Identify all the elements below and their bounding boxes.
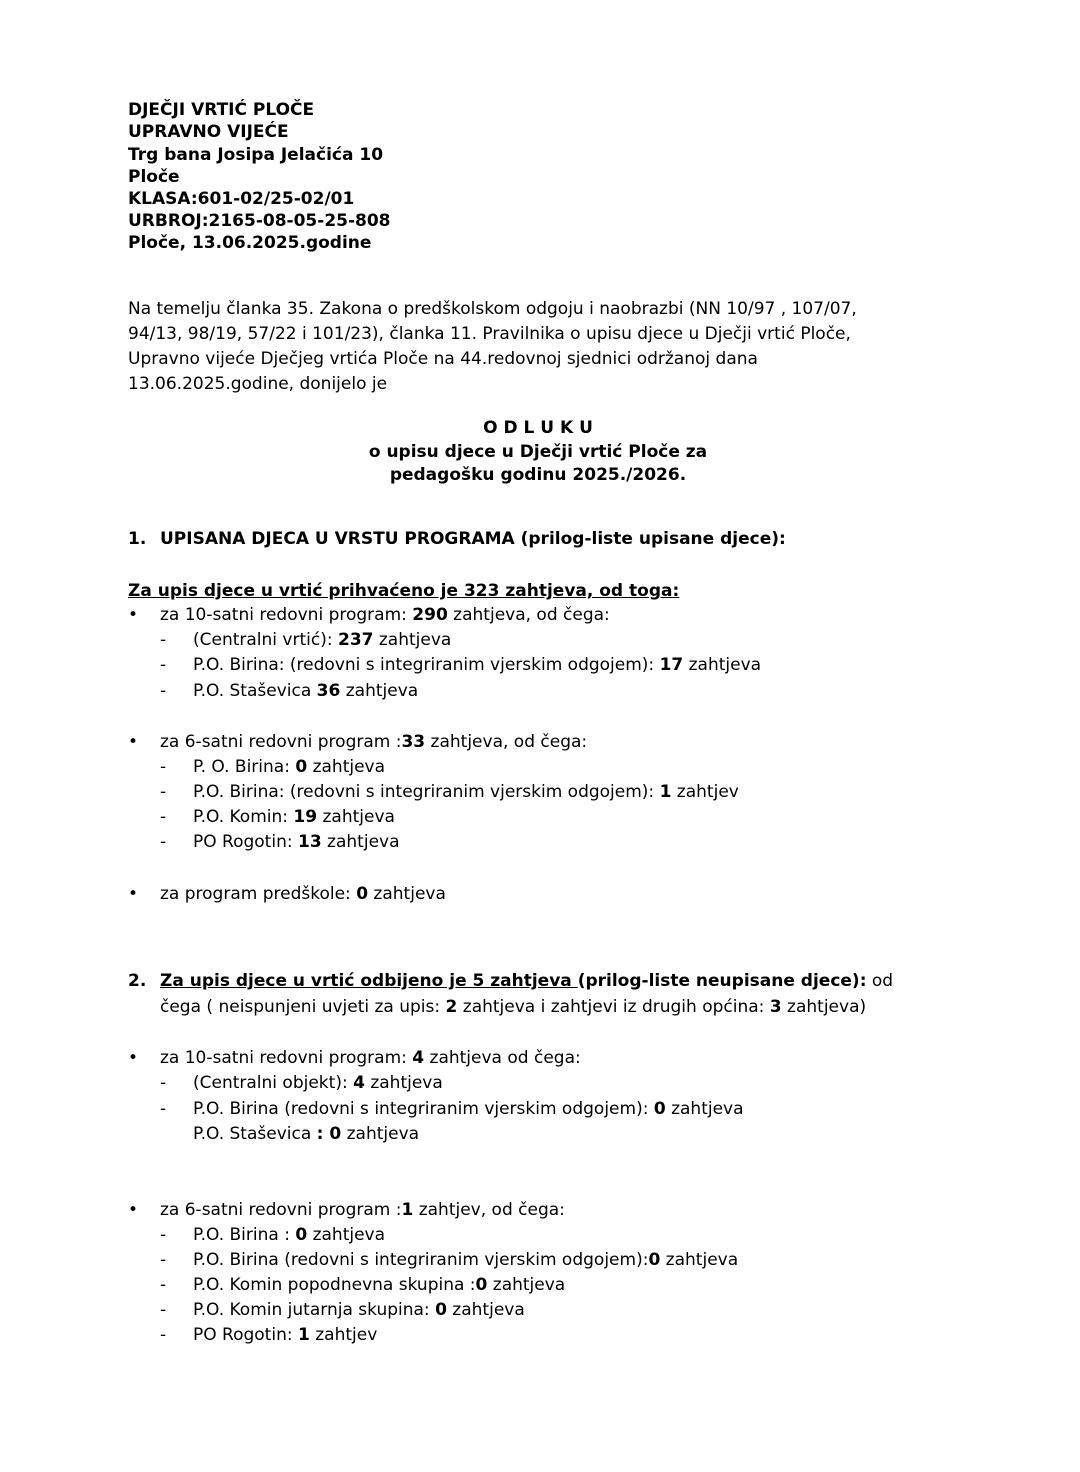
accepted-summary: Za upis djece u vrtić prihvaćeno je 323 zahtjeva, od toga: bbox=[128, 581, 680, 601]
decision-subtitle: o upisu djece u Dječji vrtić Ploče za bbox=[368, 442, 708, 462]
section-number: 1. bbox=[128, 529, 147, 549]
dash-icon: - bbox=[160, 1300, 167, 1320]
bullet-icon: • bbox=[128, 605, 139, 625]
dash-icon: - bbox=[160, 832, 167, 852]
dash-icon: - bbox=[160, 1073, 167, 1093]
address: Trg bana Josipa Jelačića 10 bbox=[128, 145, 384, 165]
dash-icon: - bbox=[160, 1250, 167, 1270]
intro-line: Na temelju članka 35. Zakona o predškolskom odgoju i naobrazbi (NN 10/97 , 107/07, bbox=[128, 299, 857, 319]
body-name: UPRAVNO VIJEĆE bbox=[128, 122, 289, 142]
bullet-icon: • bbox=[128, 1200, 139, 1220]
dash-icon: - bbox=[160, 1275, 167, 1295]
bullet-icon: • bbox=[128, 732, 139, 752]
dash-icon: - bbox=[160, 655, 167, 675]
dash-icon: - bbox=[160, 757, 167, 777]
document-page: DJEČJI VRTIĆ PLOČE UPRAVNO VIJEĆE Trg bana Josipa Jelačića 10 Ploče KLASA:601-02/25-02/01 URBROJ:2165-08-05-25-808 Ploče, 13.06.2025.godine Na temelju članka 35. Zakona o predškolskom odgoju i naobrazbi (NN 10/97 , 107/07, 94/13, 98/19, 57/22 i 101/23), članka 11. Pravilnika o upisu djece u Dječji vrtić Ploče, Upravno vijeće Dječjeg vrtića Ploče na 44.redovnoj sjednici održanoj dana 13.06.2025.godine, donijelo je O D L U K U o upisu djece u Dječji vrtić Ploče za pedagošku godinu 2025./2026. 1. UPISANA DJECA U VRSTU PROGRAMA (prilog-liste upisane djece): Za upis djece u vrtić prihvaćeno je 323 zahtjeva, od toga: • za 10-satni redovni program: 290 zahtjeva, od čega: - (Centralni vrtić): 237 zahtjeva - P.O. Birina: (redovni s integriranim vjerskim odgojem): 17 zahtjeva - P.O. Staševica 36 zahtjeva • za 6-satni redovni program :33 zahtjeva, od čega: - P. O. Birina: 0 zahtjeva - P.O. Birina: (redovni s integriranim vjerskim odgojem): 1 zahtjev - P.O. Komin: 19 zahtjeva - PO Rogotin: 13 zahtjeva • za program predškole: 0 zahtjeva 2. Za upis djece u vrtić odbijeno je 5 zahtjeva (prilog-liste neupisane djece): od čega ( neispunjeni uvjeti za upis: 2 zahtjeva i zahtjevi iz drugih općina: 3 zahtjeva) • za 10-satni redovni program: 4 zahtjeva od čega: - (Centralni objekt): 4 zahtjeva - P.O. Birina (redovni s integriranim vjerskim odgojem): 0 zahtjeva P.O. Staševica : 0 zahtjeva • za 6-satni redovni program :1 zahtjev, od čega: - P.O. Birina : 0 zahtjeva - P.O. Birina (redovni s integriranim vjerskim odgojem):0 zahtjeva - P.O. Komin popodnevna skupina :0 zahtjeva - P.O. Komin jutarnja skupina: 0 zahtjeva - PO Rogotin: 1 zahtjev bbox=[0, 0, 1080, 1472]
decision-title: O D L U K U bbox=[483, 418, 593, 438]
intro-line: 13.06.2025.godine, donijelo je bbox=[128, 374, 388, 394]
klasa: KLASA:601-02/25-02/01 bbox=[128, 189, 355, 209]
dash-icon: - bbox=[160, 630, 167, 650]
bullet-icon: • bbox=[128, 884, 139, 904]
institution-name: DJEČJI VRTIĆ PLOČE bbox=[128, 100, 315, 120]
intro-line: 94/13, 98/19, 57/22 i 101/23), članka 11. Pravilnika o upisu djece u Dječji vrtić Ploče, bbox=[128, 324, 851, 344]
place-date: Ploče, 13.06.2025.godine bbox=[128, 233, 372, 253]
dash-icon: - bbox=[160, 1099, 167, 1119]
section-heading-text: UPISANA DJECA U VRSTU PROGRAMA (prilog-liste upisane djece): bbox=[160, 529, 786, 549]
dash-icon: - bbox=[160, 1325, 167, 1345]
sub-list-item: P.O. Staševica : 0 zahtjeva bbox=[193, 1124, 420, 1144]
dash-icon: - bbox=[160, 1225, 167, 1245]
bullet-icon: • bbox=[128, 1048, 139, 1068]
decision-subtitle: pedagošku godinu 2025./2026. bbox=[389, 465, 687, 485]
dash-icon: - bbox=[160, 782, 167, 802]
urbroj: URBROJ:2165-08-05-25-808 bbox=[128, 211, 391, 231]
intro-line: Upravno vijeće Dječjeg vrtića Ploče na 44.redovnoj sjednici održanoj dana bbox=[128, 349, 758, 369]
dash-icon: - bbox=[160, 807, 167, 827]
section-number: 2. bbox=[128, 971, 147, 991]
rejected-breakdown: čega ( neispunjeni uvjeti za upis: 2 zahtjeva i zahtjevi iz drugih općina: 3 zahtjeva) bbox=[160, 997, 867, 1017]
dash-icon: - bbox=[160, 681, 167, 701]
city: Ploče bbox=[128, 167, 180, 187]
